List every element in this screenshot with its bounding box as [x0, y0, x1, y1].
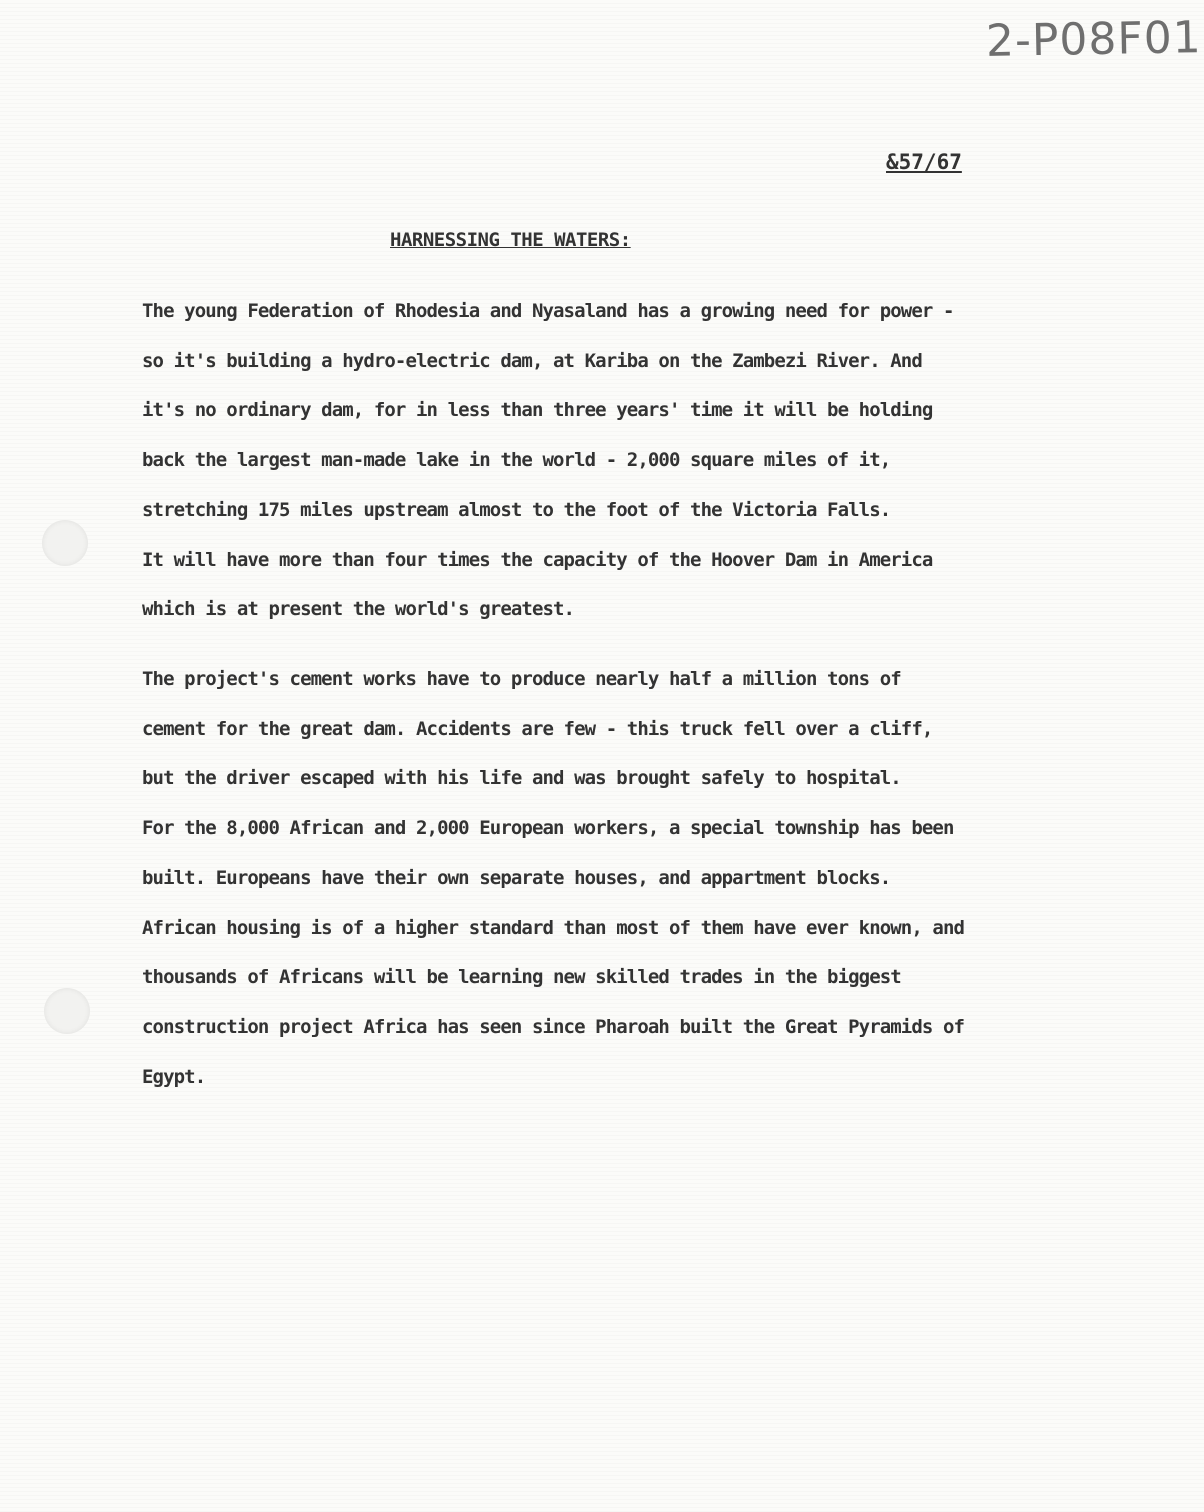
text-line: but the driver escaped with his life and was brought safely to hospital.	[142, 767, 901, 790]
text-line: so it's building a hydro-electric dam, at Kariba on the Zambezi River. And	[142, 349, 922, 372]
punch-hole	[42, 520, 88, 566]
text-line: thousands of Africans will be learning new skilled trades in the biggest	[142, 966, 901, 989]
text-line: It will have more than four times the capacity of the Hoover Dam in America	[142, 548, 933, 571]
paragraph-2	[142, 655, 1132, 1102]
document-title: HARNESSING THE WATERS:	[390, 229, 631, 251]
text-line: Egypt.	[142, 1065, 206, 1088]
text-line: For the 8,000 African and 2,000 European workers, a special township has been	[142, 817, 954, 840]
text-line: African housing is of a higher standard than most of them have ever known, and	[142, 916, 965, 939]
text-line: it's no ordinary dam, for in less than three years' time it will be holding	[142, 399, 933, 422]
punch-hole	[44, 988, 90, 1034]
text-line: built. Europeans have their own separate houses, and appartment blocks.	[142, 866, 891, 889]
text-line: The young Federation of Rhodesia and Nyasaland has a growing need for power -	[142, 300, 954, 322]
handwritten-reference: 2-P08F01	[985, 12, 1203, 67]
typed-reference-number: &57/67	[886, 150, 962, 174]
text-line: The project's cement works have to produce nearly half a million tons of	[142, 668, 901, 690]
text-line: stretching 175 miles upstream almost to the foot of the Victoria Falls.	[142, 498, 891, 521]
text-line: construction project Africa has seen since Pharoah built the Great Pyramids of	[142, 1015, 965, 1038]
text-line: cement for the great dam. Accidents are few - this truck fell over a cliff,	[142, 717, 933, 740]
paragraph-1	[142, 287, 1132, 635]
text-line: back the largest man-made lake in the world - 2,000 square miles of it,	[142, 449, 891, 472]
text-line: which is at present the world's greatest.	[142, 598, 575, 621]
